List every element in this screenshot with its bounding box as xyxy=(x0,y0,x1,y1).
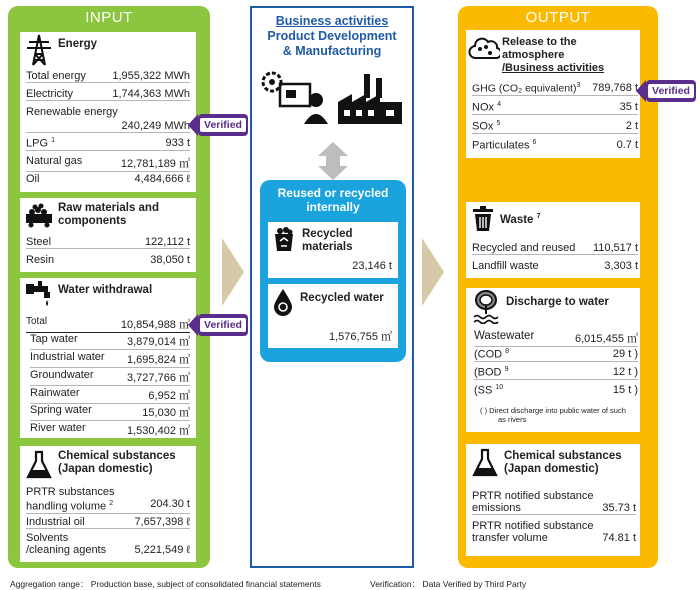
water-row: Groundwater 3,727,766 ㎥ xyxy=(30,369,190,384)
discharge-row: (SS $^{10}$ 15 t ) xyxy=(474,384,638,397)
waste-row: Recycled and reused 110,517 t xyxy=(472,242,638,254)
faucet-icon xyxy=(24,280,54,308)
water-drop-recycle-icon xyxy=(272,288,294,316)
aggregation-note: Aggregation range： Production base, subject of consolidated financial statements xyxy=(10,579,321,589)
energy-row: 240,249 MWh xyxy=(26,120,190,133)
chemical-output-title: Chemical substances (Japan domestic) xyxy=(504,450,622,475)
release-atmosphere-box xyxy=(466,30,640,158)
flow-arrow xyxy=(422,238,444,306)
waste-box xyxy=(466,202,640,278)
materials-cart-icon xyxy=(24,202,54,228)
development-icon xyxy=(260,70,328,126)
input-header: INPUT xyxy=(85,9,133,26)
water-row: Tap water 3,879,014 ㎥ xyxy=(30,333,190,348)
discharge-title: Discharge to water xyxy=(506,296,609,308)
reuse-title: Reused or recycled internally xyxy=(277,186,389,214)
energy-row: Electricity 1,744,363 MWh xyxy=(26,88,190,100)
recycled-materials-box xyxy=(268,222,398,278)
business-title: Business activities Product Development & Manufacturing xyxy=(267,14,397,58)
recycled-water-value: 1,576,755 ㎥ xyxy=(329,331,392,343)
output-header: OUTPUT xyxy=(525,9,591,26)
release-row: Particulates $^6$ 0.7 t xyxy=(472,139,638,152)
verified-badge: Verified xyxy=(198,114,248,136)
prtr-emissions-row: PRTR notified substance emissions 35.73 t xyxy=(472,490,636,514)
cloud-icon xyxy=(468,34,500,62)
flask-icon xyxy=(472,448,498,478)
discharge-water-box xyxy=(466,288,640,432)
water-row: Rainwater 6,952 ㎥ xyxy=(30,387,190,402)
discharge-row: Wastewater 6,015,455 ㎥ xyxy=(474,330,638,345)
renewable-label: Renewable energy xyxy=(26,106,118,118)
energy-row: Total energy 1,955,322 MWh xyxy=(26,70,190,82)
factory-icon xyxy=(336,72,404,126)
water-total-row: Total 10,854,988 ㎥ xyxy=(26,316,190,331)
discharge-pipe-icon xyxy=(472,290,500,324)
raw-row: Steel 122,112 t xyxy=(26,236,190,248)
energy-row: Oil 4,484,666 ℓ xyxy=(26,173,190,185)
prtr-transfer-row: PRTR notified substance transfer volume 74.81 t xyxy=(472,520,636,544)
discharge-row: (BOD $^9$ 12 t ) xyxy=(474,366,638,379)
water-withdrawal-box xyxy=(20,278,196,438)
prtr-handling-row: PRTR substances handling volume $^2$ 204.30 t xyxy=(26,486,190,513)
flask-icon xyxy=(26,450,52,480)
energy-title: Energy xyxy=(58,38,97,50)
water-withdrawal-title: Water withdrawal xyxy=(58,284,153,296)
flow-arrow xyxy=(222,238,244,306)
verified-badge: Verified xyxy=(198,314,248,336)
energy-row: Natural gas 12,781,189 ㎥ xyxy=(26,155,190,170)
water-row: Industrial water 1,695,824 ㎥ xyxy=(30,351,190,366)
energy-row: LPG $^1$ 933 t xyxy=(26,137,190,150)
solvents-row: Solvents /cleaning agents 5,221,549 ℓ xyxy=(26,532,190,556)
verification-note: Verification： Data Verified by Third Party xyxy=(370,579,527,589)
waste-title: Waste $^7$ xyxy=(500,213,541,226)
recycled-water-box xyxy=(268,284,398,348)
chemical-input-title: Chemical substances (Japan domestic) xyxy=(58,450,176,475)
industrial-oil-row: Industrial oil 7,657,398 ℓ xyxy=(26,516,190,528)
double-arrow-icon xyxy=(316,140,350,182)
release-row: GHG (CO₂ equivalent)$^3$ 789,768 t xyxy=(472,82,638,95)
recycled-water-title: Recycled water xyxy=(300,292,384,304)
recycle-bin-icon xyxy=(272,226,296,252)
power-tower-icon xyxy=(24,34,54,66)
chemical-input-box xyxy=(20,446,196,562)
discharge-note: ( ) Direct discharge into public water of such as rivers xyxy=(480,406,626,424)
trash-bin-icon xyxy=(472,206,494,232)
raw-materials-box xyxy=(20,198,196,272)
chemical-output-box xyxy=(466,444,640,556)
water-row: River water 1,530,402 ㎥ xyxy=(30,422,190,437)
release-row: SOx $^5$ 2 t xyxy=(472,120,638,133)
recycled-materials-value: 23,146 t xyxy=(352,260,392,272)
raw-materials-title: Raw materials and components xyxy=(58,202,159,227)
discharge-row: (COD $^8$ 29 t ) xyxy=(474,348,638,361)
water-row: Spring water 15,030 ㎥ xyxy=(30,404,190,419)
release-title: Release to the atmosphere /Business activities xyxy=(502,36,605,74)
verified-badge: Verified xyxy=(646,80,696,102)
waste-row: Landfill waste 3,303 t xyxy=(472,260,638,272)
raw-row: Resin 38,050 t xyxy=(26,254,190,266)
recycled-materials-title: Recycled materials xyxy=(302,228,353,253)
release-row: NOx $^4$ 35 t xyxy=(472,101,638,114)
energy-box xyxy=(20,32,196,192)
